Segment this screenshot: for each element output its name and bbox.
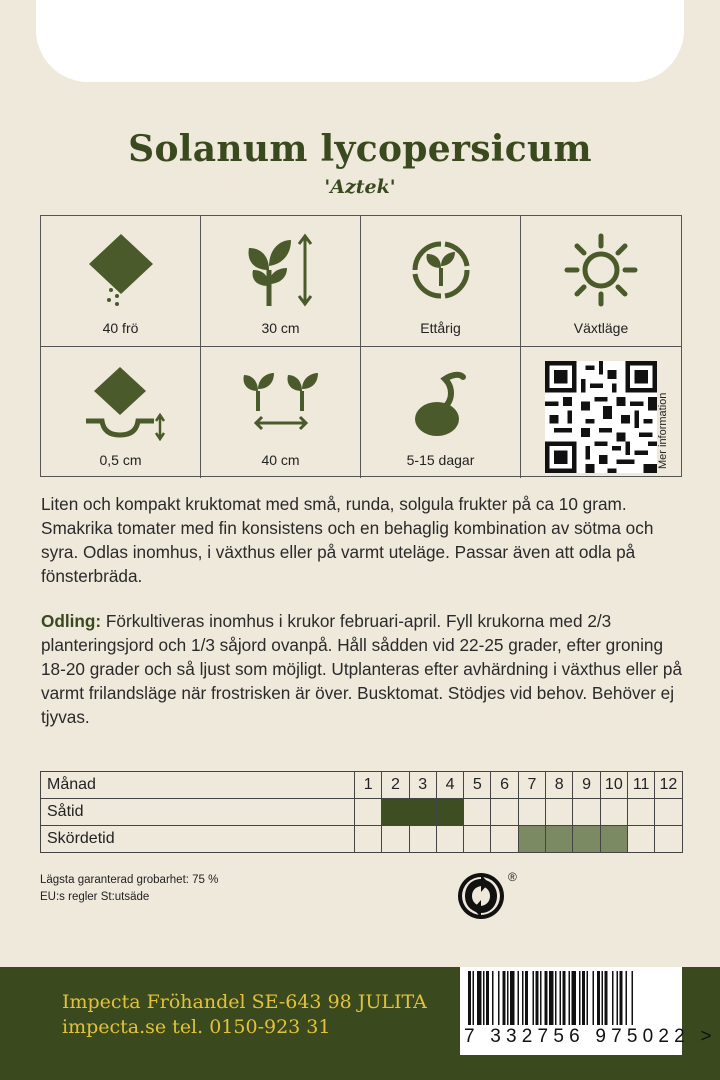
cultivation-heading: Odling:	[41, 611, 102, 631]
harvest-month-cell	[464, 826, 491, 853]
sun-position-icon	[561, 230, 641, 310]
cultivation-text: Förkultiveras inomhus i krukor februari-april. Fyll krukorna med 2/3 planteringsjord och 1/3 såjord ovanpå. Håll sådden vid 22-25 grader, efter groning 18-20 grader och så ljust som möjligt. Utplanteras efter avhärdning i växthus eller på varmt frilandsläge när frostrisken är över. Busktomat. Stödjes vid behov. Behöver ej tjyvas.	[41, 611, 683, 727]
barcode-bar	[572, 971, 577, 1025]
annual-cycle-cell	[361, 216, 521, 347]
seed-count-label: 40 frö	[102, 320, 139, 336]
sowing-harvest-calendar	[40, 771, 683, 853]
month-8: 8	[546, 772, 573, 799]
month-11: 11	[627, 772, 654, 799]
qr-code-icon[interactable]	[545, 361, 657, 473]
barcode-bar	[560, 971, 562, 1025]
barcode-bar	[486, 971, 489, 1025]
barcode-bar	[563, 971, 566, 1025]
harvest-row	[41, 826, 683, 853]
barcode-bar	[503, 971, 506, 1025]
month-12: 12	[655, 772, 682, 799]
company-contact[interactable]: impecta.se tel. 0150-923 31	[62, 1016, 331, 1038]
month-6: 6	[491, 772, 518, 799]
harvest-month-cell	[491, 826, 518, 853]
calendar-header-row	[41, 772, 683, 799]
barcode-bar	[510, 971, 515, 1025]
barcode-bar	[632, 971, 634, 1025]
sowing-month-cell	[627, 799, 654, 826]
barcode-bar	[617, 971, 619, 1025]
month-1: 1	[355, 772, 382, 799]
green-dot-recycle-icon	[457, 872, 505, 920]
germination-cell	[361, 347, 521, 478]
barcode-bar	[498, 971, 500, 1025]
sowing-depth-label: 0,5 cm	[99, 452, 142, 468]
barcode-bars	[460, 967, 682, 1027]
harvest-month-cell	[600, 826, 627, 853]
qr-more-info-label: Mer information	[657, 392, 669, 469]
barcode-bar	[536, 971, 539, 1025]
harvest-month-cell	[518, 826, 545, 853]
barcode-bar	[612, 971, 614, 1025]
plant-spacing-cell	[201, 347, 361, 478]
barcode-bar	[597, 971, 600, 1025]
sowing-depth-icon	[76, 361, 166, 441]
sowing-month-cell	[355, 799, 382, 826]
cultivar-name: 'Aztek'	[324, 176, 396, 198]
barcode-bar	[620, 971, 623, 1025]
month-5: 5	[464, 772, 491, 799]
sowing-row	[41, 799, 683, 826]
cultivation-instructions	[41, 609, 687, 729]
harvest-month-cell	[573, 826, 600, 853]
sowing-month-cell	[436, 799, 463, 826]
germination-footnote	[40, 872, 218, 906]
barcode-bar	[477, 971, 482, 1025]
sowing-depth-cell	[41, 347, 201, 478]
month-header-label: Månad	[41, 772, 355, 799]
company-address: Impecta Fröhandel SE-643 98 JULITA	[62, 991, 427, 1013]
sowing-month-cell	[382, 799, 409, 826]
sowing-month-cell	[464, 799, 491, 826]
sowing-month-cell	[573, 799, 600, 826]
germination-label: 5-15 dagar	[406, 452, 475, 468]
harvest-month-cell	[436, 826, 463, 853]
eu-rules-note: EU:s regler St:utsäde	[40, 891, 150, 903]
company-info	[62, 990, 427, 1040]
product-title: Solanum lycopersicum	[128, 128, 592, 170]
sowing-row-label: Såtid	[41, 799, 355, 826]
harvest-month-cell	[546, 826, 573, 853]
barcode-bar	[549, 971, 554, 1025]
barcode-bar	[587, 971, 589, 1025]
month-7: 7	[518, 772, 545, 799]
harvest-month-cell	[409, 826, 436, 853]
barcode-bar	[492, 971, 494, 1025]
seed-count-cell	[41, 216, 201, 347]
sowing-month-cell	[518, 799, 545, 826]
plant-spacing-icon	[236, 361, 326, 441]
sowing-month-cell	[600, 799, 627, 826]
barcode-bar	[579, 971, 581, 1025]
month-3: 3	[409, 772, 436, 799]
germination-icon	[401, 361, 481, 441]
barcode-bar	[569, 971, 571, 1025]
germination-rate-note: Lägsta garanterad grobarhet: 75 %	[40, 874, 219, 886]
seed-count-icon	[81, 230, 161, 310]
plant-height-label: 30 cm	[261, 320, 300, 336]
barcode-bar	[522, 971, 524, 1025]
hang-tab-cutout	[36, 0, 684, 82]
barcode-bar	[468, 971, 471, 1025]
product-description: Liten och kompakt kruktomat med små, runda, solgula frukter på ca 10 gram. Smakrika tomater med fin konsistens och en behaglig kombination av sötma och syra. Odlas inomhus, i växthus eller på varmt uteläge. Passar även att odla på fönsterbräda.	[41, 494, 654, 586]
barcode-bar	[605, 971, 608, 1025]
barcode-bar	[540, 971, 542, 1025]
sowing-month-cell	[409, 799, 436, 826]
barcode-bar	[533, 971, 535, 1025]
registered-mark: ®	[508, 870, 517, 884]
plant-spacing-label: 40 cm	[261, 452, 300, 468]
harvest-month-cell	[355, 826, 382, 853]
barcode-bar	[545, 971, 548, 1025]
sun-position-cell	[521, 216, 681, 347]
barcode-bar	[507, 971, 509, 1025]
month-10: 10	[600, 772, 627, 799]
barcode-bar	[593, 971, 595, 1025]
plant-height-cell	[201, 216, 361, 347]
barcode-bar	[582, 971, 585, 1025]
month-9: 9	[573, 772, 600, 799]
harvest-month-cell	[627, 826, 654, 853]
annual-cycle-icon	[401, 230, 481, 310]
sowing-month-cell	[546, 799, 573, 826]
harvest-month-cell	[655, 826, 682, 853]
qr-cell[interactable]	[521, 347, 681, 478]
icon-grid	[40, 215, 682, 477]
barcode-bar	[483, 971, 485, 1025]
plant-height-icon	[241, 230, 321, 310]
month-2: 2	[382, 772, 409, 799]
annual-cycle-label: Ettårig	[420, 320, 461, 336]
barcode-bar	[626, 971, 628, 1025]
sowing-month-cell	[655, 799, 682, 826]
harvest-row-label: Skördetid	[41, 826, 355, 853]
month-4: 4	[436, 772, 463, 799]
barcode-number: 7 332756 975022 >	[464, 1026, 717, 1047]
harvest-month-cell	[382, 826, 409, 853]
barcode-bar	[555, 971, 557, 1025]
barcode-bar	[525, 971, 528, 1025]
barcode-bar	[518, 971, 520, 1025]
sowing-month-cell	[491, 799, 518, 826]
barcode-bar	[602, 971, 604, 1025]
barcode-bar	[473, 971, 475, 1025]
sun-position-label: Växtläge	[573, 320, 629, 336]
